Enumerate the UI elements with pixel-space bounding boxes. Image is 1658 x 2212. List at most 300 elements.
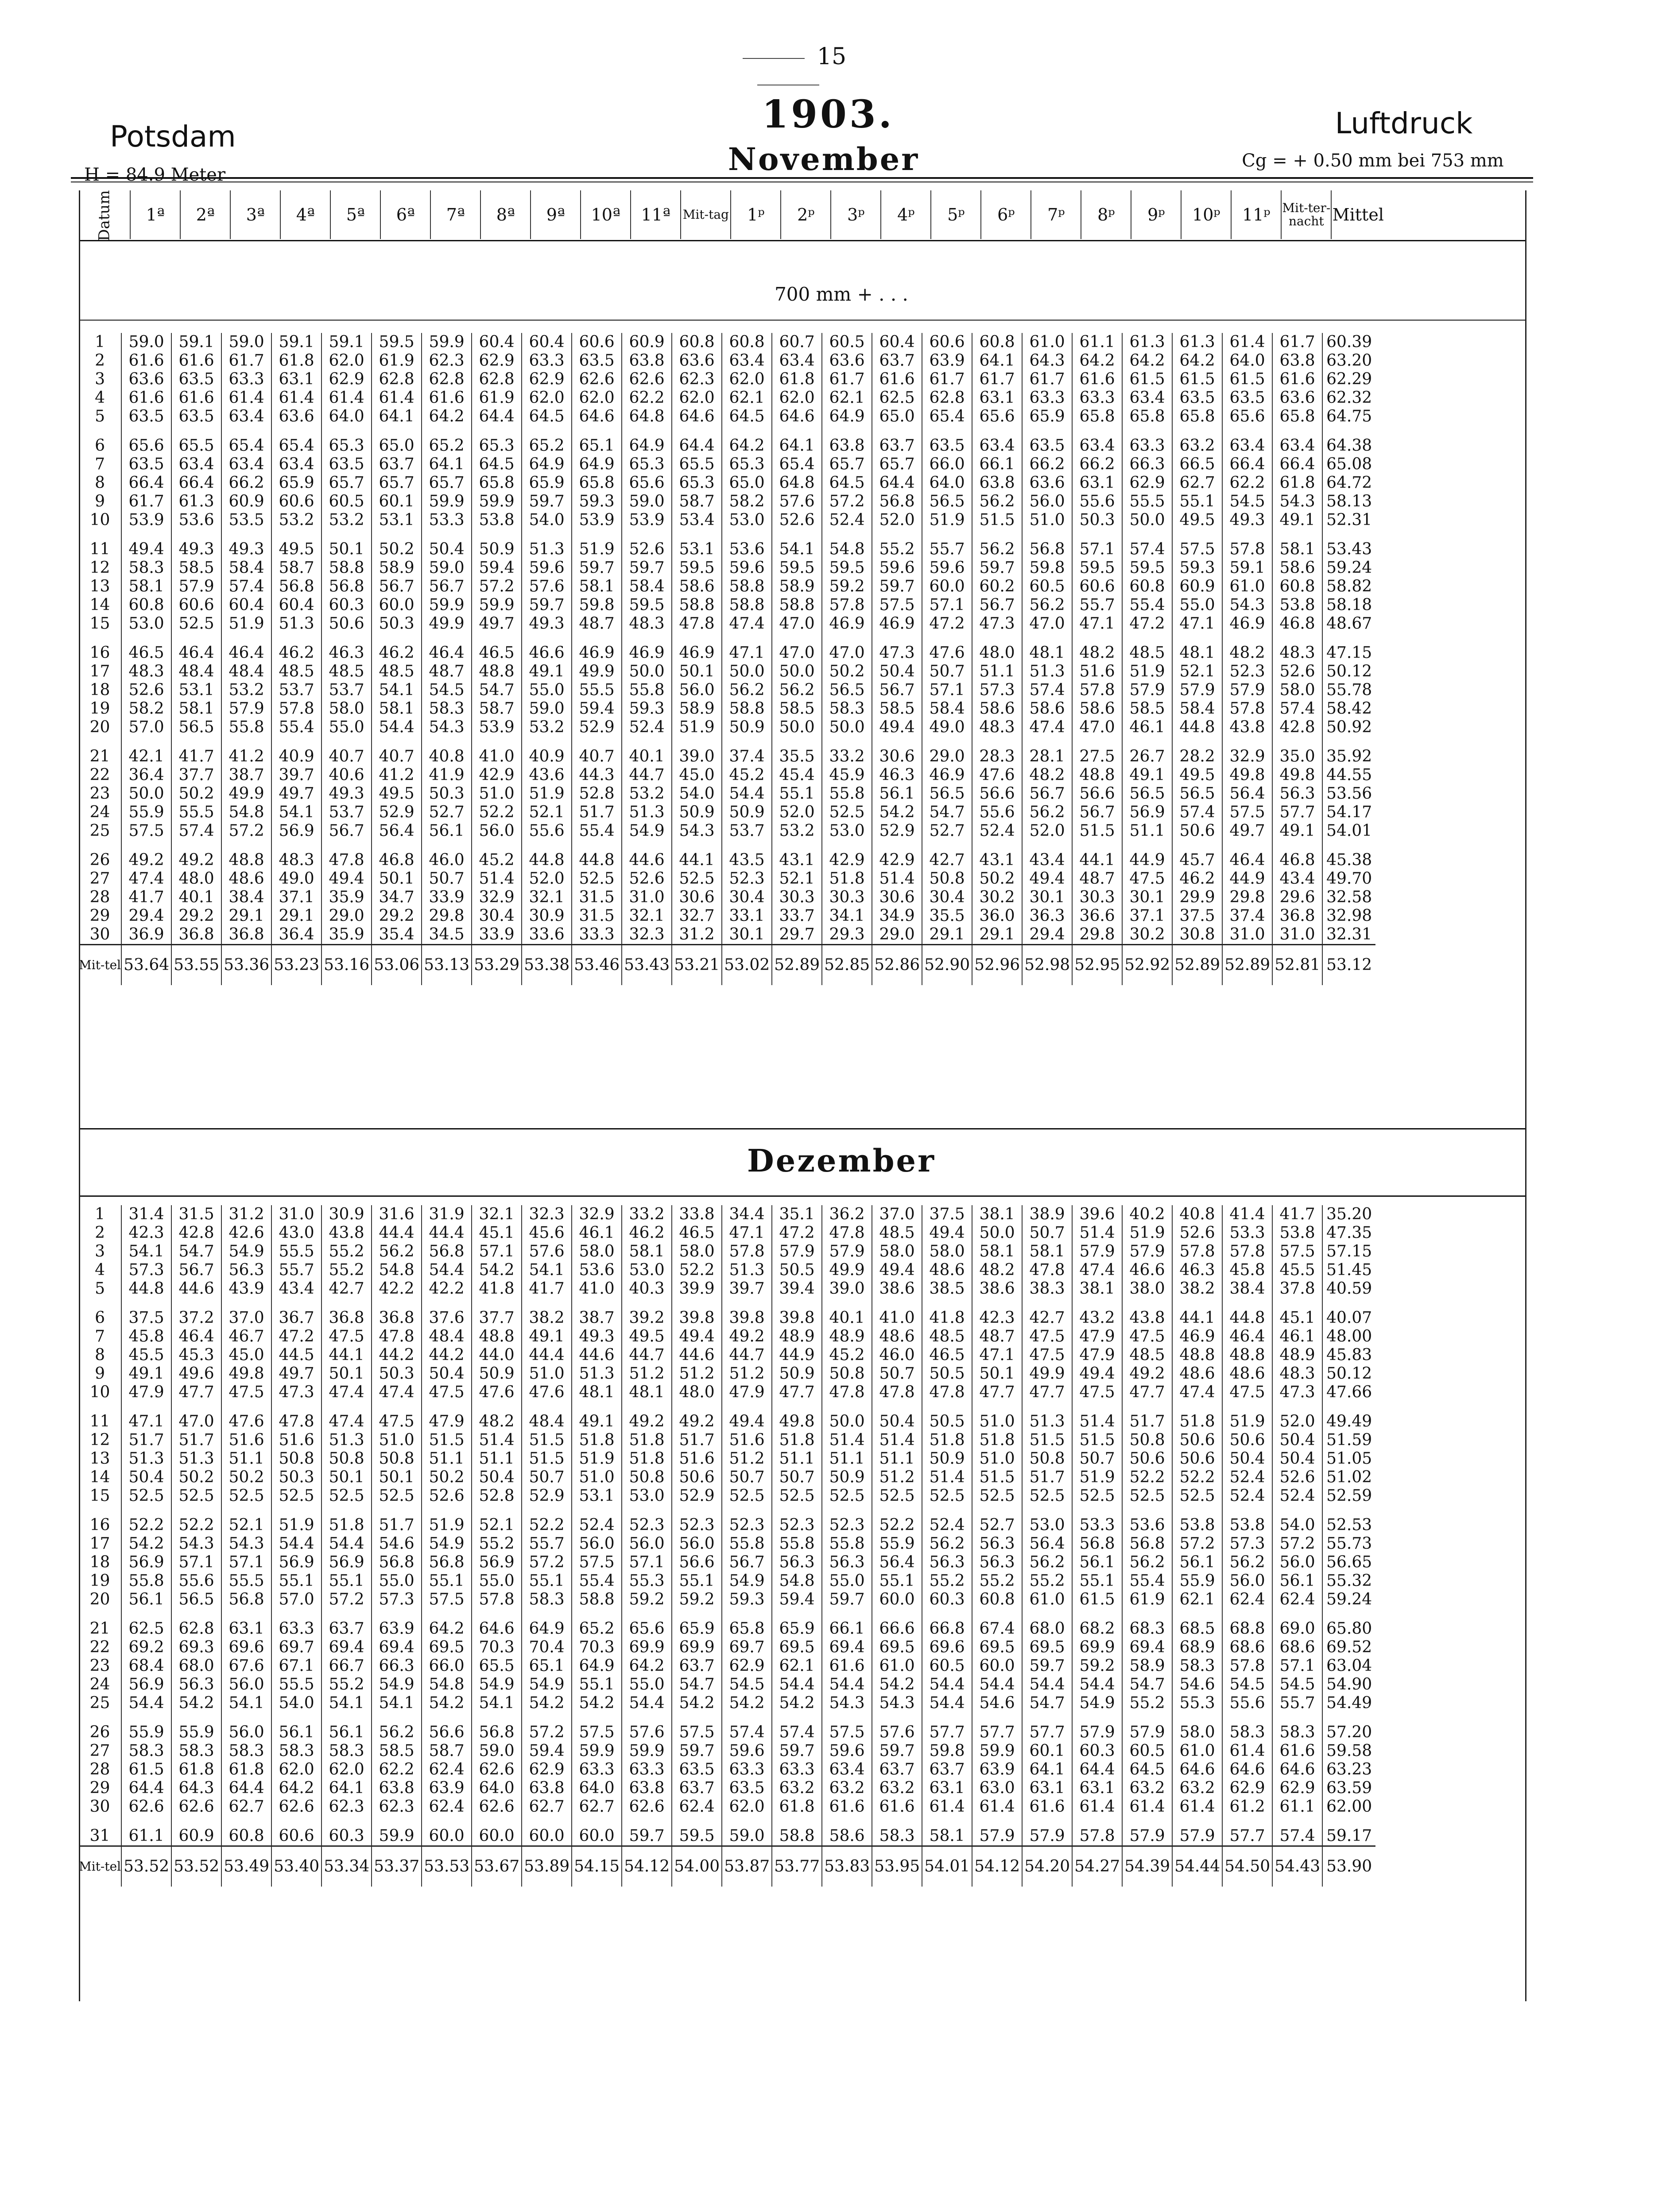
hourly-value: 58.1: [922, 1827, 972, 1846]
hourly-value: 57.4: [1172, 803, 1222, 822]
hourly-value: 57.8: [1222, 540, 1272, 559]
hourly-value: 57.9: [1022, 1827, 1072, 1846]
day-row: [79, 822, 1375, 840]
hourly-value: 38.1: [972, 1205, 1022, 1224]
hourly-value: 52.0: [872, 511, 922, 530]
hourly-value: 51.2: [722, 1365, 772, 1383]
hourly-value: 45.6: [522, 1224, 572, 1242]
hourly-value: 52.7: [422, 803, 472, 822]
hourly-mean: 53.40: [271, 1846, 322, 1887]
hourly-value: 50.3: [372, 615, 422, 633]
hourly-value: 55.5: [221, 1572, 271, 1590]
hourly-value: 51.8: [972, 1431, 1022, 1450]
daily-mean: 50.12: [1322, 1365, 1375, 1383]
hourly-mean: 53.77: [772, 1846, 822, 1887]
hourly-value: 61.6: [822, 1657, 872, 1675]
daily-mean: 54.17: [1322, 803, 1375, 822]
hourly-value: 56.2: [922, 1535, 972, 1553]
hourly-value: 41.7: [522, 1280, 572, 1298]
hourly-value: 52.3: [722, 1516, 772, 1535]
hourly-value: 43.8: [322, 1224, 372, 1242]
hourly-value: 52.5: [171, 615, 221, 633]
hourly-value: 61.3: [1122, 333, 1172, 352]
day-number: 25: [89, 822, 110, 840]
hourly-value: 49.0: [922, 718, 972, 737]
hourly-value: 47.8: [672, 615, 722, 633]
hourly-value: 50.7: [522, 1468, 572, 1487]
hourly-value: 33.8: [672, 1205, 722, 1224]
hourly-value: 64.1: [372, 407, 422, 426]
hourly-value: 54.4: [622, 1694, 672, 1713]
day-number: 7: [95, 455, 105, 473]
day-row: [79, 718, 1375, 737]
hourly-value: 61.5: [1172, 370, 1222, 389]
hourly-value: 64.6: [472, 1620, 522, 1638]
hourly-value: 52.1: [472, 1516, 522, 1535]
hourly-value: 52.1: [772, 870, 822, 888]
hourly-value: 53.0: [622, 1487, 672, 1505]
hourly-value: 32.3: [522, 1205, 572, 1224]
hourly-value: 51.5: [422, 1431, 472, 1450]
hourly-value: 58.1: [121, 577, 171, 596]
hourly-value: 55.6: [972, 803, 1022, 822]
hourly-value: 62.0: [672, 389, 722, 407]
hourly-value: 60.5: [922, 1657, 972, 1675]
hourly-value: 64.8: [772, 474, 822, 492]
hourly-value: 56.9: [121, 1675, 171, 1694]
hourly-value: 63.1: [221, 1620, 271, 1638]
hourly-value: 65.8: [722, 1620, 772, 1638]
hourly-value: 39.8: [772, 1309, 822, 1327]
hourly-value: 33.7: [772, 907, 822, 925]
hourly-value: 60.5: [1122, 1742, 1172, 1760]
daily-mean: 55.73: [1322, 1535, 1375, 1553]
hourly-value: 69.9: [622, 1638, 672, 1657]
hourly-value: 68.3: [1122, 1620, 1172, 1638]
hourly-value: 63.3: [772, 1760, 822, 1779]
hourly-mean: 52.81: [1272, 945, 1322, 986]
hourly-value: 41.8: [922, 1309, 972, 1327]
hourly-value: 52.5: [822, 803, 872, 822]
day-number: 31: [89, 1827, 110, 1845]
hourly-value: 54.4: [121, 1694, 171, 1713]
daily-mean: 51.45: [1322, 1261, 1375, 1280]
hourly-value: 54.1: [271, 803, 322, 822]
hourly-value: 52.4: [622, 718, 672, 737]
daily-mean: 69.52: [1322, 1638, 1375, 1657]
hourly-value: 45.7: [1172, 851, 1222, 870]
hourly-value: 60.3: [322, 596, 372, 615]
day-number: 21: [89, 747, 110, 766]
hourly-value: 39.7: [271, 766, 322, 785]
hourly-value: 57.9: [221, 700, 271, 718]
daily-mean: 48.00: [1322, 1327, 1375, 1346]
hourly-value: 69.0: [1272, 1620, 1322, 1638]
hourly-value: 62.0: [572, 389, 622, 407]
hourly-value: 59.1: [271, 333, 322, 352]
hourly-value: 61.7: [972, 370, 1022, 389]
hourly-value: 43.2: [1072, 1309, 1122, 1327]
hourly-value: 51.4: [472, 870, 522, 888]
hourly-value: 49.9: [1022, 1365, 1072, 1383]
hourly-value: 46.9: [1222, 615, 1272, 633]
day-row: [79, 803, 1375, 822]
hourly-value: 50.0: [622, 662, 672, 681]
hour-header: 5ᵖ: [931, 190, 981, 239]
hourly-value: 59.3: [722, 1590, 772, 1609]
hourly-value: 58.4: [221, 559, 271, 577]
hourly-value: 57.1: [622, 1553, 672, 1572]
hourly-value: 52.5: [121, 1487, 171, 1505]
hourly-value: 61.5: [121, 1760, 171, 1779]
hourly-value: 38.3: [1022, 1280, 1072, 1298]
hourly-value: 48.4: [221, 662, 271, 681]
hourly-value: 56.8: [422, 1242, 472, 1261]
hourly-value: 62.9: [1122, 474, 1172, 492]
hourly-value: 61.4: [322, 389, 372, 407]
hourly-value: 58.9: [1122, 1657, 1172, 1675]
hourly-value: 35.5: [772, 747, 822, 766]
hourly-value: 55.6: [522, 822, 572, 840]
hourly-value: 56.0: [1022, 492, 1072, 511]
hourly-value: 38.1: [1072, 1280, 1122, 1298]
hourly-value: 52.9: [372, 803, 422, 822]
hourly-value: 56.2: [1022, 596, 1072, 615]
hourly-value: 65.9: [522, 474, 572, 492]
hourly-value: 61.6: [1072, 370, 1122, 389]
day-row: [79, 407, 1375, 426]
hourly-value: 48.1: [572, 1383, 622, 1402]
hourly-value: 65.6: [622, 1620, 672, 1638]
hourly-value: 52.5: [722, 1487, 772, 1505]
hourly-value: 56.8: [271, 577, 322, 596]
hourly-value: 54.5: [1222, 492, 1272, 511]
hourly-value: 63.5: [171, 370, 221, 389]
hourly-value: 56.2: [1022, 1553, 1072, 1572]
hourly-value: 45.8: [1222, 1261, 1272, 1280]
station-height: H = 84.9 Meter: [84, 165, 226, 185]
hourly-mean: 53.95: [872, 1846, 922, 1887]
hourly-value: 55.2: [1022, 1572, 1072, 1590]
hourly-value: 56.4: [872, 1553, 922, 1572]
hourly-value: 35.4: [372, 925, 422, 945]
hourly-value: 63.4: [1272, 437, 1322, 455]
day-row: [79, 1723, 1375, 1742]
hourly-value: 50.8: [322, 1450, 372, 1468]
hourly-value: 60.6: [572, 333, 622, 352]
hourly-value: 40.8: [422, 747, 472, 766]
hourly-value: 64.9: [522, 455, 572, 474]
hourly-value: 59.4: [772, 1590, 822, 1609]
hourly-value: 32.9: [1222, 747, 1272, 766]
hourly-value: 42.7: [322, 1280, 372, 1298]
hourly-value: 49.1: [522, 1327, 572, 1346]
hourly-value: 63.8: [622, 1779, 672, 1798]
hourly-value: 52.3: [822, 1516, 872, 1535]
hourly-value: 47.0: [822, 644, 872, 662]
hourly-value: 46.9: [622, 644, 672, 662]
hourly-value: 57.7: [1272, 803, 1322, 822]
day-number: 8: [95, 1346, 105, 1364]
hourly-value: 50.0: [722, 662, 772, 681]
hourly-value: 51.4: [872, 1431, 922, 1450]
daily-mean: 51.05: [1322, 1450, 1375, 1468]
hourly-value: 64.9: [572, 1657, 622, 1675]
daily-mean: 44.55: [1322, 766, 1375, 785]
hourly-value: 58.6: [1272, 559, 1322, 577]
hourly-value: 63.4: [722, 352, 772, 370]
hourly-value: 60.4: [472, 333, 522, 352]
hourly-value: 56.6: [1072, 785, 1122, 803]
hourly-value: 53.2: [322, 511, 372, 530]
hourly-value: 56.1: [322, 1723, 372, 1742]
hourly-value: 60.8: [121, 596, 171, 615]
hourly-value: 49.1: [121, 1365, 171, 1383]
hourly-value: 64.6: [1222, 1760, 1272, 1779]
hourly-value: 58.6: [1022, 700, 1072, 718]
hourly-mean: 54.00: [672, 1846, 722, 1887]
daily-mean: 45.38: [1322, 851, 1375, 870]
daily-mean: 40.59: [1322, 1280, 1375, 1298]
hourly-value: 58.9: [372, 559, 422, 577]
mean-label: Mit-tel: [79, 945, 121, 986]
hourly-value: 59.2: [822, 577, 872, 596]
hourly-value: 47.7: [1022, 1383, 1072, 1402]
hourly-value: 64.0: [922, 474, 972, 492]
hourly-value: 40.2: [1122, 1205, 1172, 1224]
hourly-mean: 53.13: [422, 945, 472, 986]
hourly-value: 46.9: [922, 766, 972, 785]
hourly-value: 29.0: [322, 907, 372, 925]
hourly-value: 59.6: [522, 559, 572, 577]
hourly-value: 53.9: [622, 511, 672, 530]
hourly-value: 61.7: [822, 370, 872, 389]
hourly-value: 33.2: [622, 1205, 672, 1224]
hourly-value: 57.0: [121, 718, 171, 737]
hourly-value: 40.3: [622, 1280, 672, 1298]
hourly-value: 52.5: [322, 1487, 372, 1505]
hourly-value: 55.1: [672, 1572, 722, 1590]
hourly-value: 51.6: [672, 1450, 722, 1468]
day-row: [79, 747, 1375, 766]
hourly-value: 66.0: [422, 1657, 472, 1675]
day-row: [79, 766, 1375, 785]
hourly-value: 40.8: [1172, 1205, 1222, 1224]
day-row: [79, 1365, 1375, 1383]
hourly-value: 57.1: [221, 1553, 271, 1572]
hourly-value: 49.1: [522, 662, 572, 681]
hourly-value: 59.7: [572, 559, 622, 577]
hourly-value: 63.3: [1022, 389, 1072, 407]
hourly-mean: 52.96: [972, 945, 1022, 986]
hourly-value: 65.6: [972, 407, 1022, 426]
hourly-value: 46.4: [171, 644, 221, 662]
hourly-value: 50.4: [422, 1365, 472, 1383]
hourly-value: 56.2: [1222, 1553, 1272, 1572]
hourly-value: 60.0: [972, 1657, 1022, 1675]
hourly-value: 61.7: [1272, 333, 1322, 352]
hourly-value: 51.3: [322, 1431, 372, 1450]
hourly-value: 52.4: [572, 1516, 622, 1535]
hourly-value: 69.9: [672, 1638, 722, 1657]
hourly-value: 60.1: [372, 492, 422, 511]
hourly-value: 54.4: [722, 785, 772, 803]
hourly-value: 48.5: [1122, 644, 1172, 662]
hourly-value: 52.5: [672, 870, 722, 888]
hourly-value: 58.5: [372, 1742, 422, 1760]
day-number: 7: [95, 1327, 105, 1346]
hourly-value: 58.3: [1272, 1723, 1322, 1742]
day-row: [79, 577, 1375, 596]
hourly-value: 54.2: [722, 1694, 772, 1713]
hourly-value: 44.8: [572, 851, 622, 870]
hourly-value: 36.2: [822, 1205, 872, 1224]
hourly-value: 55.5: [572, 681, 622, 700]
hourly-value: 47.5: [1022, 1346, 1072, 1365]
hourly-value: 51.7: [121, 1431, 171, 1450]
hourly-value: 61.8: [271, 352, 322, 370]
hourly-value: 56.7: [872, 681, 922, 700]
hourly-mean: 53.46: [572, 945, 622, 986]
hourly-value: 48.8: [472, 1327, 522, 1346]
hourly-value: 30.4: [722, 888, 772, 907]
hourly-value: 64.9: [822, 407, 872, 426]
hourly-value: 53.8: [1172, 1516, 1222, 1535]
hourly-value: 42.8: [171, 1224, 221, 1242]
hourly-value: 50.0: [772, 718, 822, 737]
hourly-value: 46.9: [672, 644, 722, 662]
hourly-value: 44.9: [1122, 851, 1172, 870]
hourly-value: 51.0: [522, 1365, 572, 1383]
hourly-value: 64.4: [1072, 1760, 1122, 1779]
hourly-value: 62.8: [372, 370, 422, 389]
hourly-value: 48.8: [1172, 1346, 1222, 1365]
hour-header: 10ª: [581, 190, 631, 239]
hourly-value: 55.2: [322, 1675, 372, 1694]
hourly-value: 62.0: [722, 1798, 772, 1816]
hourly-value: 63.5: [121, 407, 171, 426]
hourly-value: 54.7: [922, 803, 972, 822]
hourly-value: 65.0: [722, 474, 772, 492]
hourly-value: 63.3: [722, 1760, 772, 1779]
hourly-value: 55.1: [1072, 1572, 1122, 1590]
hourly-value: 63.6: [271, 407, 322, 426]
hourly-value: 65.5: [472, 1657, 522, 1675]
hourly-value: 51.9: [1222, 1412, 1272, 1431]
base-label-rule: [79, 320, 1525, 321]
hourly-value: 69.6: [221, 1638, 271, 1657]
hourly-value: 52.5: [572, 870, 622, 888]
hourly-value: 55.1: [322, 1572, 372, 1590]
hourly-value: 56.8: [1122, 1535, 1172, 1553]
hourly-value: 52.5: [271, 1487, 322, 1505]
hourly-value: 42.9: [872, 851, 922, 870]
hourly-value: 59.6: [822, 1742, 872, 1760]
hourly-value: 54.4: [271, 1535, 322, 1553]
hourly-value: 56.2: [1122, 1553, 1172, 1572]
hourly-value: 48.7: [572, 615, 622, 633]
hourly-value: 46.0: [422, 851, 472, 870]
day-row: [79, 1620, 1375, 1638]
hourly-value: 64.4: [472, 407, 522, 426]
day-number: 30: [89, 1798, 110, 1816]
hourly-value: 49.5: [1172, 766, 1222, 785]
hourly-value: 56.8: [472, 1723, 522, 1742]
hourly-value: 34.1: [822, 907, 872, 925]
hourly-value: 46.3: [1172, 1261, 1222, 1280]
hourly-value: 51.0: [972, 1450, 1022, 1468]
hourly-value: 56.5: [171, 1590, 221, 1609]
hourly-value: 60.2: [972, 577, 1022, 596]
hourly-value: 43.4: [1272, 870, 1322, 888]
hourly-value: 33.1: [722, 907, 772, 925]
hourly-value: 62.0: [322, 352, 372, 370]
daily-mean: 63.20: [1322, 352, 1375, 370]
hourly-value: 49.9: [221, 785, 271, 803]
hourly-value: 47.1: [121, 1412, 171, 1431]
hourly-value: 54.6: [972, 1694, 1022, 1713]
hourly-value: 54.4: [822, 1675, 872, 1694]
hour-header: 11ª: [631, 190, 681, 239]
hourly-value: 62.6: [171, 1798, 221, 1816]
hourly-value: 51.6: [722, 1431, 772, 1450]
hourly-value: 56.7: [372, 577, 422, 596]
daily-mean: 65.08: [1322, 455, 1375, 474]
hourly-value: 44.8: [1222, 1309, 1272, 1327]
hourly-value: 48.2: [1072, 644, 1122, 662]
hourly-value: 66.3: [372, 1657, 422, 1675]
hourly-value: 58.1: [572, 577, 622, 596]
hourly-value: 48.3: [1272, 644, 1322, 662]
hourly-value: 49.9: [572, 662, 622, 681]
daily-mean: 58.82: [1322, 577, 1375, 596]
hourly-value: 64.5: [822, 474, 872, 492]
hourly-value: 58.1: [1022, 1242, 1072, 1261]
day-number: 17: [89, 662, 110, 681]
hourly-value: 53.7: [322, 803, 372, 822]
hourly-value: 35.1: [772, 1205, 822, 1224]
hourly-value: 53.6: [722, 540, 772, 559]
hourly-value: 53.2: [772, 822, 822, 840]
hourly-value: 63.8: [1272, 352, 1322, 370]
hourly-value: 29.8: [1072, 925, 1122, 945]
hourly-value: 56.3: [171, 1675, 221, 1694]
hourly-value: 54.9: [221, 1242, 271, 1261]
hourly-value: 57.9: [1172, 1827, 1222, 1846]
hour-header: 8ª: [480, 190, 531, 239]
hourly-value: 57.2: [522, 1723, 572, 1742]
hourly-value: 55.5: [171, 803, 221, 822]
hourly-value: 60.0: [922, 577, 972, 596]
hourly-mean: 52.89: [772, 945, 822, 986]
hourly-value: 33.9: [422, 888, 472, 907]
hourly-value: 58.7: [472, 700, 522, 718]
hourly-value: 33.9: [472, 925, 522, 945]
hourly-value: 56.5: [922, 785, 972, 803]
daily-mean: 60.39: [1322, 333, 1375, 352]
hourly-value: 60.4: [221, 596, 271, 615]
day-row: [79, 511, 1375, 530]
day-row: [79, 1535, 1375, 1553]
hourly-value: 50.5: [922, 1365, 972, 1383]
hourly-value: 51.4: [472, 1431, 522, 1450]
hourly-value: 50.8: [1122, 1431, 1172, 1450]
hourly-value: 49.8: [221, 1365, 271, 1383]
hourly-value: 51.8: [922, 1431, 972, 1450]
hourly-value: 64.2: [1122, 352, 1172, 370]
hourly-value: 60.0: [572, 1827, 622, 1846]
hourly-value: 61.8: [772, 370, 822, 389]
